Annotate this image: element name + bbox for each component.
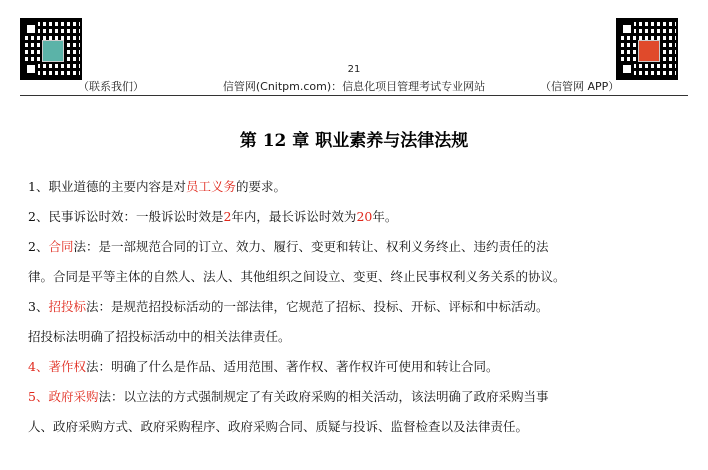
text-segment: 招投标法明确了招投标活动中的相关法律责任。	[28, 329, 291, 344]
list-item-line	[28, 292, 680, 322]
list-item	[28, 292, 680, 352]
highlighted-term: 合同	[48, 239, 74, 254]
text-segment: 法：是一部规范合同的订立、效力、履行、变更和转让、权利义务终止、违约责任的法	[73, 239, 549, 254]
list-item	[28, 232, 680, 292]
highlighted-term: 著作权	[48, 359, 86, 374]
text-segment: 法：明确了什么是作品、适用范围、著作权、著作权许可使用和转让合同。	[85, 359, 499, 374]
highlighted-term: 2	[223, 209, 232, 224]
list-item-line	[28, 232, 680, 262]
list-item-line	[28, 202, 680, 232]
chapter-title: 第 12 章 职业素养与法律法规	[239, 131, 469, 151]
text-segment: 年内，最长诉讼时效为	[231, 209, 357, 224]
highlighted-term: 20	[356, 209, 373, 224]
content-list	[28, 172, 680, 442]
text-segment: 人、政府采购方式、政府采购程序、政府采购合同、质疑与投诉、监督检查以及法律责任。	[28, 419, 529, 434]
text-segment: 法：是规范招投标活动的一部法律，它规范了招标、投标、开标、评标和中标活动。	[85, 299, 549, 314]
text-segment: 的要求。	[235, 179, 286, 194]
list-item	[28, 352, 680, 382]
text-segment: 年。	[372, 209, 398, 224]
page-number: 21	[347, 64, 361, 75]
highlighted-term: 5、	[28, 389, 49, 404]
list-item-line	[28, 172, 680, 202]
list-item-line	[28, 262, 680, 292]
list-item-line	[28, 322, 680, 352]
highlighted-term: 政府采购	[48, 389, 99, 404]
app-label: （信管网 APP）	[540, 80, 620, 93]
list-item	[28, 202, 680, 232]
text-segment: 3、	[28, 299, 49, 314]
list-item-line	[28, 382, 680, 412]
text-segment: 律。合同是平等主体的自然人、法人、其他组织之间设立、变更、终止民事权利义务关系的协议。	[28, 269, 566, 284]
qr-logo	[638, 40, 660, 62]
text-segment: 2、民事诉讼时效：一般诉讼时效是	[28, 209, 224, 224]
text-segment: 法：以立法的方式强制规定了有关政府采购的相关活动，该法明确了政府采购当事	[98, 389, 549, 404]
list-item	[28, 382, 680, 442]
text-segment: 1、职业道德的主要内容是对	[28, 179, 186, 194]
highlighted-term: 招投标	[48, 299, 86, 314]
qr-logo	[42, 40, 64, 62]
site-tagline: 信管网(Cnitpm.com)：信息化项目管理考试专业网站	[222, 80, 486, 93]
list-item-line	[28, 352, 680, 382]
contact-us-label: （联系我们）	[78, 80, 144, 93]
watermark	[300, 440, 600, 470]
highlighted-term: 4、	[28, 359, 49, 374]
header-divider	[20, 95, 688, 96]
list-item	[28, 172, 680, 202]
highlighted-term: 员工义务	[185, 179, 236, 194]
text-segment: 2、	[28, 239, 49, 254]
list-item-line	[28, 412, 680, 442]
